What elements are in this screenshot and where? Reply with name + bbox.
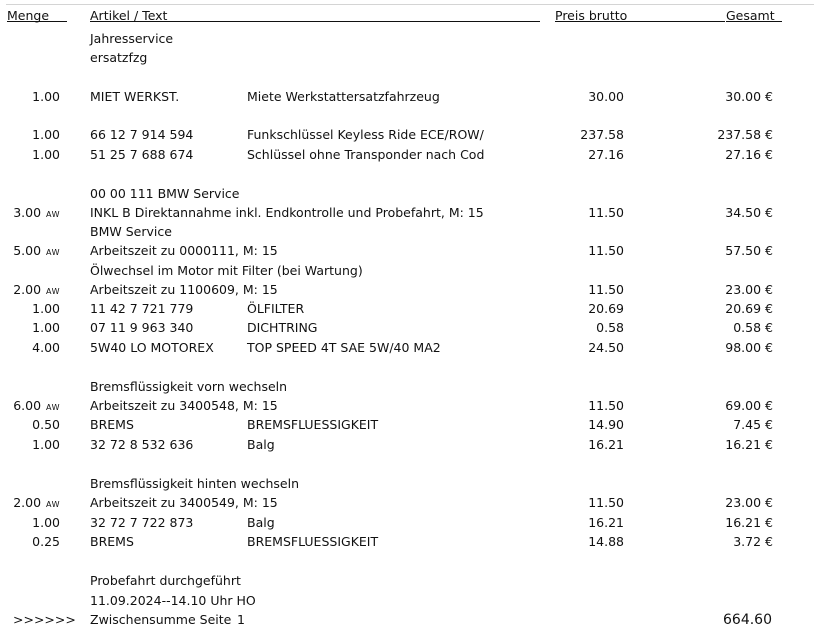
article-text: BREMS bbox=[90, 534, 134, 549]
line-item-row bbox=[0, 223, 820, 241]
line-item-row bbox=[0, 126, 820, 144]
work-unit-label: AW bbox=[46, 210, 60, 219]
line-item-row bbox=[0, 436, 820, 454]
top-rule bbox=[6, 4, 814, 5]
line-item-row bbox=[0, 262, 820, 280]
article-text: 5W40 LO MOTOREX bbox=[90, 340, 214, 355]
continuation-arrows: >>>>>> bbox=[13, 612, 76, 627]
column-header-total: Gesamt bbox=[726, 8, 775, 23]
line-item-row bbox=[0, 30, 820, 48]
article-text: INKL B Direktannahme inkl. Endkontrolle und Probefahrt, M: 15 bbox=[90, 205, 484, 220]
article-text: 32 72 7 722 873 bbox=[90, 515, 194, 530]
article-text: Arbeitszeit zu 0000111, M: 15 bbox=[90, 243, 278, 258]
work-unit-label: AW bbox=[46, 403, 60, 412]
line-item-row bbox=[0, 300, 820, 318]
line-total: 7.45 € bbox=[733, 417, 773, 432]
line-item-row bbox=[0, 397, 820, 415]
description: BREMSFLUESSIGKEIT bbox=[247, 534, 379, 549]
quantity: 1.00 bbox=[32, 89, 60, 104]
subtotal-row bbox=[0, 611, 820, 629]
line-total: 0.58 € bbox=[733, 320, 773, 335]
article-text: 66 12 7 914 594 bbox=[90, 127, 194, 142]
unit-price: 14.88 bbox=[588, 534, 624, 549]
line-total: 23.00 € bbox=[725, 282, 773, 297]
line-item-row bbox=[0, 416, 820, 434]
quantity bbox=[13, 204, 60, 224]
work-unit-label: AW bbox=[46, 248, 60, 257]
unit-price: 11.50 bbox=[588, 495, 624, 510]
article-text: BMW Service bbox=[90, 224, 172, 239]
line-item-row bbox=[0, 475, 820, 493]
unit-price: 16.21 bbox=[588, 515, 624, 530]
description: DICHTRING bbox=[247, 320, 318, 335]
quantity bbox=[13, 494, 60, 514]
line-item-row bbox=[0, 494, 820, 512]
quantity bbox=[13, 397, 60, 417]
line-total: 57.50 € bbox=[725, 243, 773, 258]
column-header-unit-price: Preis brutto bbox=[555, 8, 628, 23]
line-item-row bbox=[0, 281, 820, 299]
quantity: 1.00 bbox=[32, 320, 60, 335]
quantity: 1.00 bbox=[32, 147, 60, 162]
line-item-row bbox=[0, 514, 820, 532]
work-unit-label: AW bbox=[46, 500, 60, 509]
quantity: 0.25 bbox=[32, 534, 60, 549]
line-total: 16.21 € bbox=[725, 437, 773, 452]
quantity: 1.00 bbox=[32, 127, 60, 142]
article-text: Jahresservice bbox=[90, 31, 174, 46]
line-item-row bbox=[0, 49, 820, 67]
line-item-row bbox=[0, 146, 820, 164]
description: BREMSFLUESSIGKEIT bbox=[247, 417, 379, 432]
unit-price: 24.50 bbox=[588, 340, 624, 355]
work-unit-label: AW bbox=[46, 287, 60, 296]
unit-price: 0.58 bbox=[596, 320, 624, 335]
column-header-quantity: Menge bbox=[7, 8, 50, 23]
line-item-row bbox=[0, 319, 820, 337]
line-total: 98.00 € bbox=[725, 340, 773, 355]
line-total: 69.00 € bbox=[725, 398, 773, 413]
article-text: Bremsflüssigkeit hinten wechseln bbox=[90, 476, 299, 491]
article-text: Bremsflüssigkeit vorn wechseln bbox=[90, 379, 288, 394]
article-text: Arbeitszeit zu 1100609, M: 15 bbox=[90, 282, 278, 297]
quantity-value: 2.00 bbox=[13, 495, 42, 510]
quantity-value: 6.00 bbox=[13, 398, 42, 413]
line-item-row bbox=[0, 185, 820, 203]
unit-price: 11.50 bbox=[588, 282, 624, 297]
unit-price: 237.58 bbox=[580, 127, 624, 142]
unit-price: 11.50 bbox=[588, 205, 624, 220]
article-text: Probefahrt durchgeführt bbox=[90, 573, 241, 588]
unit-price: 30.00 bbox=[588, 89, 624, 104]
description: Schlüssel ohne Transponder nach Cod bbox=[247, 147, 485, 162]
description: Funkschlüssel Keyless Ride ECE/ROW/ bbox=[247, 127, 484, 142]
unit-price: 14.90 bbox=[588, 417, 624, 432]
article-text: 51 25 7 688 674 bbox=[90, 147, 194, 162]
column-header-article: Artikel / Text bbox=[90, 8, 168, 23]
article-text: Ölwechsel im Motor mit Filter (bei Wartung) bbox=[90, 263, 363, 278]
article-text: 32 72 8 532 636 bbox=[90, 437, 194, 452]
subtotal-label: Zwischensumme Seite bbox=[90, 612, 232, 627]
header-underline bbox=[726, 21, 782, 22]
line-total: 30.00 € bbox=[725, 89, 773, 104]
article-text: 11 42 7 721 779 bbox=[90, 301, 194, 316]
description: Balg bbox=[247, 515, 275, 530]
article-text: MIET WERKST. bbox=[90, 89, 180, 104]
line-item-row bbox=[0, 378, 820, 396]
article-text: 00 00 111 BMW Service bbox=[90, 186, 240, 201]
unit-price: 20.69 bbox=[588, 301, 624, 316]
header-underline bbox=[7, 21, 67, 22]
description: Miete Werkstattersatzfahrzeug bbox=[247, 89, 440, 104]
page-number: 1 bbox=[237, 612, 245, 627]
line-item-row bbox=[0, 204, 820, 222]
line-item-row bbox=[0, 339, 820, 357]
quantity: 1.00 bbox=[32, 515, 60, 530]
article-text: 07 11 9 963 340 bbox=[90, 320, 194, 335]
column-header-row bbox=[0, 8, 820, 24]
line-total: 237.58 € bbox=[717, 127, 773, 142]
unit-price: 16.21 bbox=[588, 437, 624, 452]
line-total: 16.21 € bbox=[725, 515, 773, 530]
line-total: 20.69 € bbox=[725, 301, 773, 316]
quantity: 1.00 bbox=[32, 437, 60, 452]
header-underline bbox=[555, 21, 725, 22]
line-item-row bbox=[0, 533, 820, 551]
quantity: 4.00 bbox=[32, 340, 60, 355]
unit-price: 11.50 bbox=[588, 398, 624, 413]
article-text: 11.09.2024--14.10 Uhr HO bbox=[90, 593, 256, 608]
quantity: 1.00 bbox=[32, 301, 60, 316]
unit-price: 27.16 bbox=[588, 147, 624, 162]
line-total: 3.72 € bbox=[733, 534, 773, 549]
quantity bbox=[13, 281, 60, 301]
quantity-value: 2.00 bbox=[13, 282, 42, 297]
article-text: Arbeitszeit zu 3400549, M: 15 bbox=[90, 495, 278, 510]
quantity-value: 3.00 bbox=[13, 205, 42, 220]
quantity-value: 5.00 bbox=[13, 243, 42, 258]
header-underline bbox=[90, 21, 540, 22]
line-total: 34.50 € bbox=[725, 205, 773, 220]
article-text: Arbeitszeit zu 3400548, M: 15 bbox=[90, 398, 278, 413]
line-item-row bbox=[0, 242, 820, 260]
quantity: 0.50 bbox=[32, 417, 60, 432]
article-text: BREMS bbox=[90, 417, 134, 432]
subtotal-value: 664.60 bbox=[723, 612, 772, 628]
article-text: ersatzfzg bbox=[90, 50, 148, 65]
line-item-row bbox=[0, 572, 820, 590]
line-item-row bbox=[0, 592, 820, 610]
line-total: 27.16 € bbox=[725, 147, 773, 162]
description: TOP SPEED 4T SAE 5W/40 MA2 bbox=[247, 340, 441, 355]
line-item-row bbox=[0, 88, 820, 106]
description: ÖLFILTER bbox=[247, 301, 305, 316]
unit-price: 11.50 bbox=[588, 243, 624, 258]
description: Balg bbox=[247, 437, 275, 452]
line-total: 23.00 € bbox=[725, 495, 773, 510]
quantity bbox=[13, 242, 60, 262]
